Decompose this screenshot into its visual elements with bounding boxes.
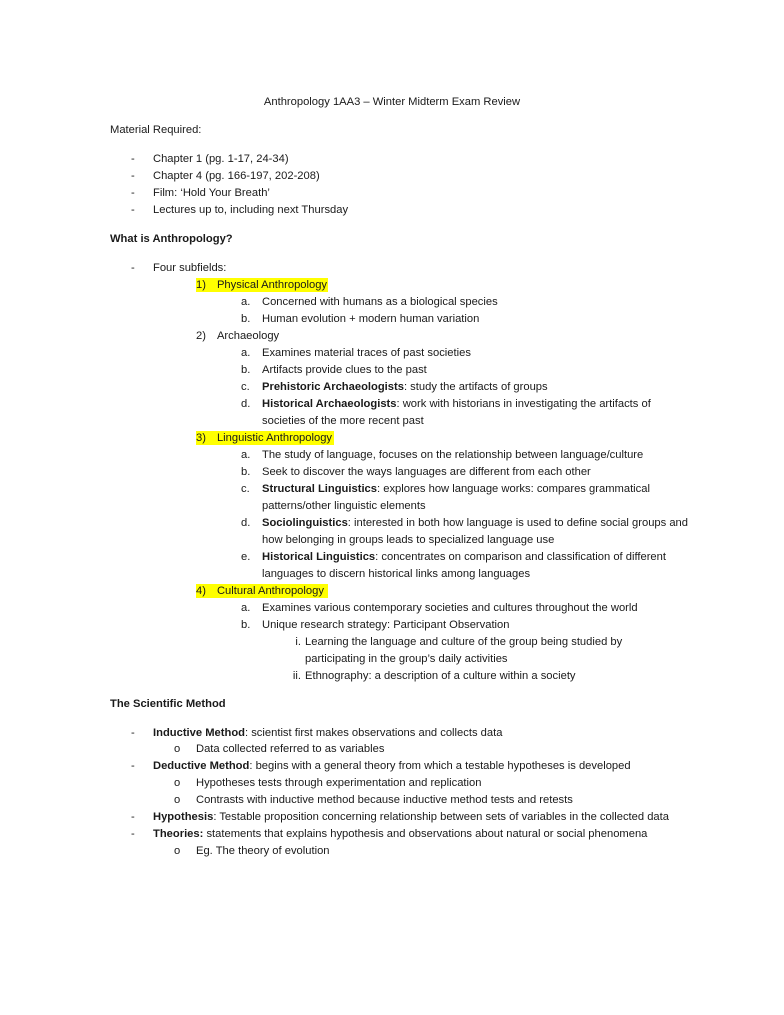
term-definition: statements that explains hypothesis and observations about natural or social phenomena [203,828,648,840]
list-item [262,550,666,564]
material-item: Lectures up to, including next Thursday [153,204,349,216]
list-number: 4) [196,585,206,597]
list-number: 3) [196,432,206,444]
subfield-cultural-heading [196,584,328,598]
subfield-label: Cultural Anthropology [216,585,324,597]
bullet-dash: - [131,262,135,274]
marker-b: b. [241,364,251,376]
list-item: Concerned with humans as a biological species [262,296,498,308]
marker-b: b. [241,619,251,631]
list-item: Data collected referred to as variables [196,743,385,755]
subfield-archaeology-heading [196,329,279,343]
term: Hypothesis [153,811,214,823]
subfield-physical-heading [196,278,328,292]
material-item: Chapter 4 (pg. 166-197, 202-208) [153,170,320,182]
bullet-dash: - [131,170,135,182]
list-item: The study of language, focuses on the relationship between language/culture [262,449,644,461]
list-item [262,380,548,394]
term: Sociolinguistics [262,517,348,529]
term-definition: : interested in both how language is used to define social groups and [347,517,689,529]
marker-i: i. [295,636,301,648]
list-item-continuation: how belonging in groups leads to specialized language use [262,534,555,546]
list-item: Human evolution + modern human variation [262,313,480,325]
term: Prehistoric Archaeologists [262,381,404,393]
term: Theories: [153,828,204,840]
marker-ii: ii. [292,670,301,682]
marker-a: a. [241,449,251,461]
subfields-intro: Four subfields: [153,262,227,274]
subfield-label: Physical Anthropology [216,279,328,291]
list-number: 1) [196,279,206,291]
material-item: Film: ‘Hold Your Breath’ [153,187,270,199]
term-definition: : study the artifacts of groups [403,381,548,393]
bullet-dash: - [131,811,135,823]
material-heading: Material Required: [110,124,202,136]
list-item: Artifacts provide clues to the past [262,364,427,376]
list-item: Learning the language and culture of the group being studied by [305,636,623,648]
list-item [262,482,650,496]
list-item [262,397,651,411]
list-item-continuation: languages to discern historical links among languages [262,568,531,580]
marker-a: a. [241,296,251,308]
section-heading-scientific-method: The Scientific Method [110,698,226,710]
list-item [153,827,647,841]
bullet-dash: - [131,153,135,165]
subfield-linguistic-heading [196,431,334,445]
list-item: Examines material traces of past societies [262,347,471,359]
subfield-label: Linguistic Anthropology [216,432,333,444]
marker-c: c. [241,381,250,393]
bullet-dash: - [131,204,135,216]
bullet-dash: - [131,828,135,840]
material-item: Chapter 1 (pg. 1-17, 24-34) [153,153,289,165]
bullet-circle: o [174,845,181,857]
list-item [153,810,669,824]
subfield-label: Archaeology [216,330,280,342]
marker-b: b. [241,313,251,325]
list-item: Examines various contemporary societies and cultures throughout the world [262,602,638,614]
term: Historical Archaeologists [262,398,397,410]
list-item-continuation: participating in the group’s daily activities [305,653,508,665]
list-item: Seek to discover the ways languages are different from each other [262,466,591,478]
term-definition: : scientist first makes observations and collects data [245,727,503,739]
marker-b: b. [241,466,251,478]
term-definition: : work with historians in investigating the artifacts of [396,398,651,410]
list-item: Eg. The theory of evolution [196,845,330,857]
term-definition: : concentrates on comparison and classification of different [375,551,666,563]
marker-e: e. [241,551,251,563]
bullet-dash: - [131,187,135,199]
list-item: Ethnography: a description of a culture within a society [305,670,576,682]
bullet-circle: o [174,794,181,806]
section-heading-anthropology: What is Anthropology? [110,233,233,245]
list-item [262,516,688,530]
bullet-circle: o [174,743,181,755]
term: Historical Linguistics [262,551,376,563]
bullet-dash: - [131,727,135,739]
marker-a: a. [241,602,251,614]
bullet-dash: - [131,760,135,772]
page-title: Anthropology 1AA3 – Winter Midterm Exam Review [263,96,521,108]
list-item: Unique research strategy: Participant Observation [262,619,510,631]
marker-a: a. [241,347,251,359]
list-item-continuation: patterns/other linguistic elements [262,500,426,512]
marker-d: d. [241,517,251,529]
marker-d: d. [241,398,251,410]
term-definition: : explores how language works: compares grammatical [377,483,650,495]
list-number: 2) [196,330,206,342]
list-item-continuation: societies of the more recent past [262,415,424,427]
list-item [153,759,631,773]
list-item [153,726,502,740]
term: Deductive Method [153,760,250,772]
term-definition: : Testable proposition concerning relationship between sets of variables in the collected data [213,811,669,823]
bullet-circle: o [174,777,181,789]
list-item: Hypotheses tests through experimentation and replication [196,777,482,789]
term: Structural Linguistics [262,483,377,495]
list-item: Contrasts with inductive method because inductive method tests and retests [196,794,573,806]
term-definition: : begins with a general theory from which a testable hypotheses is developed [249,760,631,772]
marker-c: c. [241,483,250,495]
term: Inductive Method [153,727,245,739]
